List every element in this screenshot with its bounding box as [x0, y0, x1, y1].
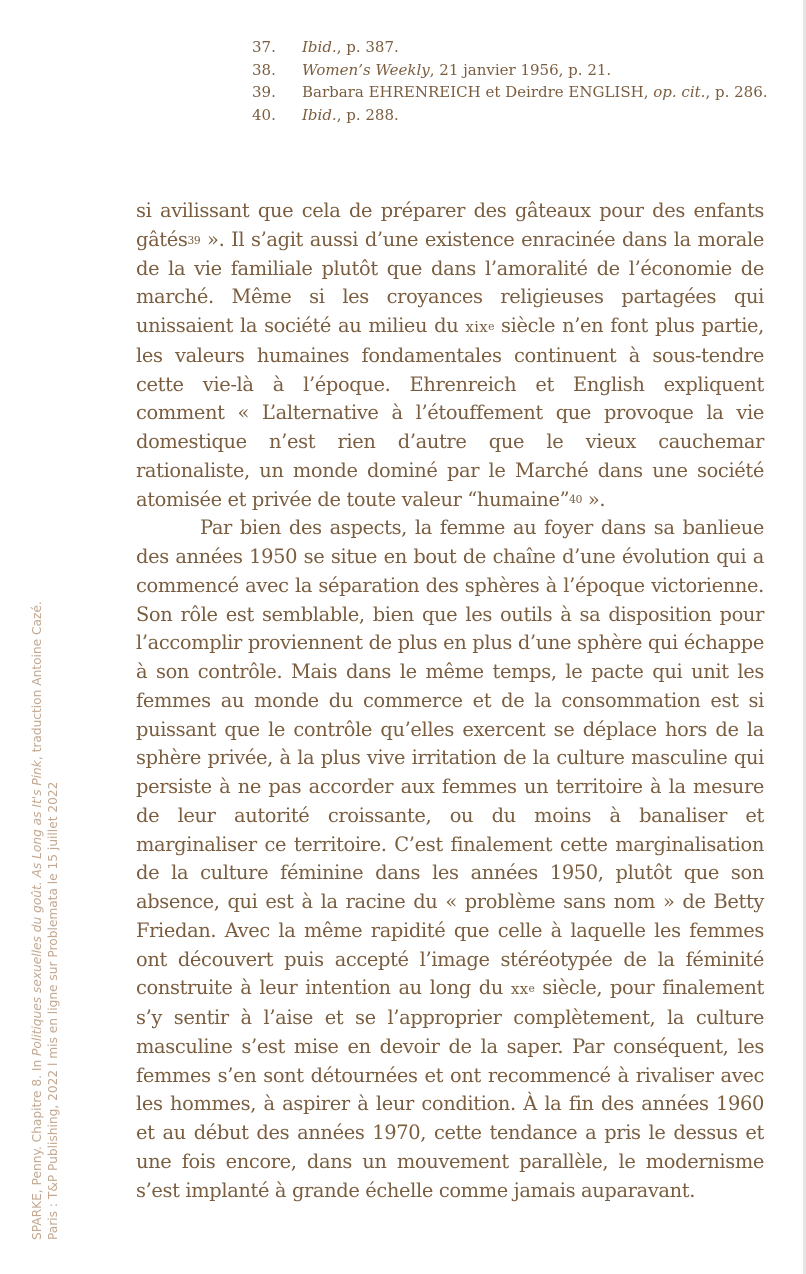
- paragraph: si avilissant que cela de préparer des gâteaux pour des enfants gâtés$^{39}$ ». Il s’agit aussi d’une existence enracinée dans la morale de la vie familiale plutôt que dans l’amoralité de l’économie de marché. Même si les croyances religieuses partagées qui unissaient la société au milieu du xix$^e$ siècle n’en font plus partie, les valeurs humaines fondamentales continuent à sous-tendre cette vie-là à l’époque. Ehrenreich et English expliquent comment « L’alternative à l’étouffement que provoque la vie domestique n’est rien d’autre que le vieux cauchemar rationaliste, un monde dominé par le Marché dans une société atomisée et privée de toute valeur “humaine”$^{40}$ ».: [136, 199, 764, 511]
- footnote-text: Women’s Weekly, 21 janvier 1956, p. 21.: [302, 60, 612, 79]
- footnote-40: [252, 104, 782, 127]
- footnote-number: 39 .: [252, 81, 302, 104]
- footnotes: [252, 36, 782, 126]
- footnote-ref[interactable]: 39: [187, 233, 201, 247]
- footnote-ref[interactable]: 40: [569, 493, 583, 507]
- footnote-38: [252, 59, 782, 82]
- footnote-37: [252, 36, 782, 59]
- footnote-number: 37 .: [252, 36, 302, 59]
- body-text: [136, 197, 764, 1205]
- footnote-number: 38 .: [252, 59, 302, 82]
- side-credit: [30, 540, 61, 1240]
- footnote-text: Ibid., p. 387.: [302, 38, 399, 56]
- credit-line-1: SPARKE, Penny. Chapitre 8. In Politiques sexuelles du goût. As Long as It's Pink, traduction Antoine Cazé.: [30, 601, 44, 1240]
- footnote-39: [252, 81, 782, 104]
- footnote-text: Barbara EHRENREICH et Deirdre ENGLISH, op. cit., p. 286.: [302, 83, 768, 101]
- footnote-text: Ibid., p. 288.: [302, 105, 399, 124]
- credit-line-2: Paris : T&P Publishing, 2022 l mis en ligne sur Problemata le 15 juillet 2022: [45, 781, 60, 1240]
- paragraph: Par bien des aspects, la femme au foyer dans sa banlieue des années 1950 se situe en bout de chaîne d’une évolution qui a commencé avec la séparation des sphères à l’époque victorienne. Son rôle est semblable, bien que les outils à sa disposition pour l’accomplir proviennent de plus en plus d’une sphère qui échappe à son contrôle. Mais dans le même temps, le pacte qui unit les femmes au monde du commerce et de la consommation est si puissant que le contrôle qu’elles exercent se déplace hors de la sphère privée, à la plus vive irritation de la culture masculine qui persiste à ne pas accorder aux femmes un territoire à la mesure de leur autorité croissante, ou du moins à banaliser et marginaliser ce territoire. C’est finalement cette marginalisation de la culture féminine dans les années 1950, plutôt que son absence, qui est à la racine du « problème sans nom » de Betty Friedan. Avec la même rapidité que celle à laquelle les femmes ont découvert puis accepté l’image stéréotypée de la féminité construite à leur intention au long du $xx^e$ siècle, pour finalement s’y sentir à l’aise et se l’approprier complètement, la culture masculine s’est mise en devoir de la saper. Par conséquent, les femmes s’en sont détournées et ont recommencé à rivaliser avec les hommes, à aspirer à leur condition. À la fin des années 1960 et au début des années 1970, cette tendance a pris le dessus et une fois encore, dans un mouvement parallèle, le modernisme s’est implanté à grande échelle comme jamais auparavant.: [136, 516, 764, 1202]
- footnote-number: 40 .: [252, 104, 302, 127]
